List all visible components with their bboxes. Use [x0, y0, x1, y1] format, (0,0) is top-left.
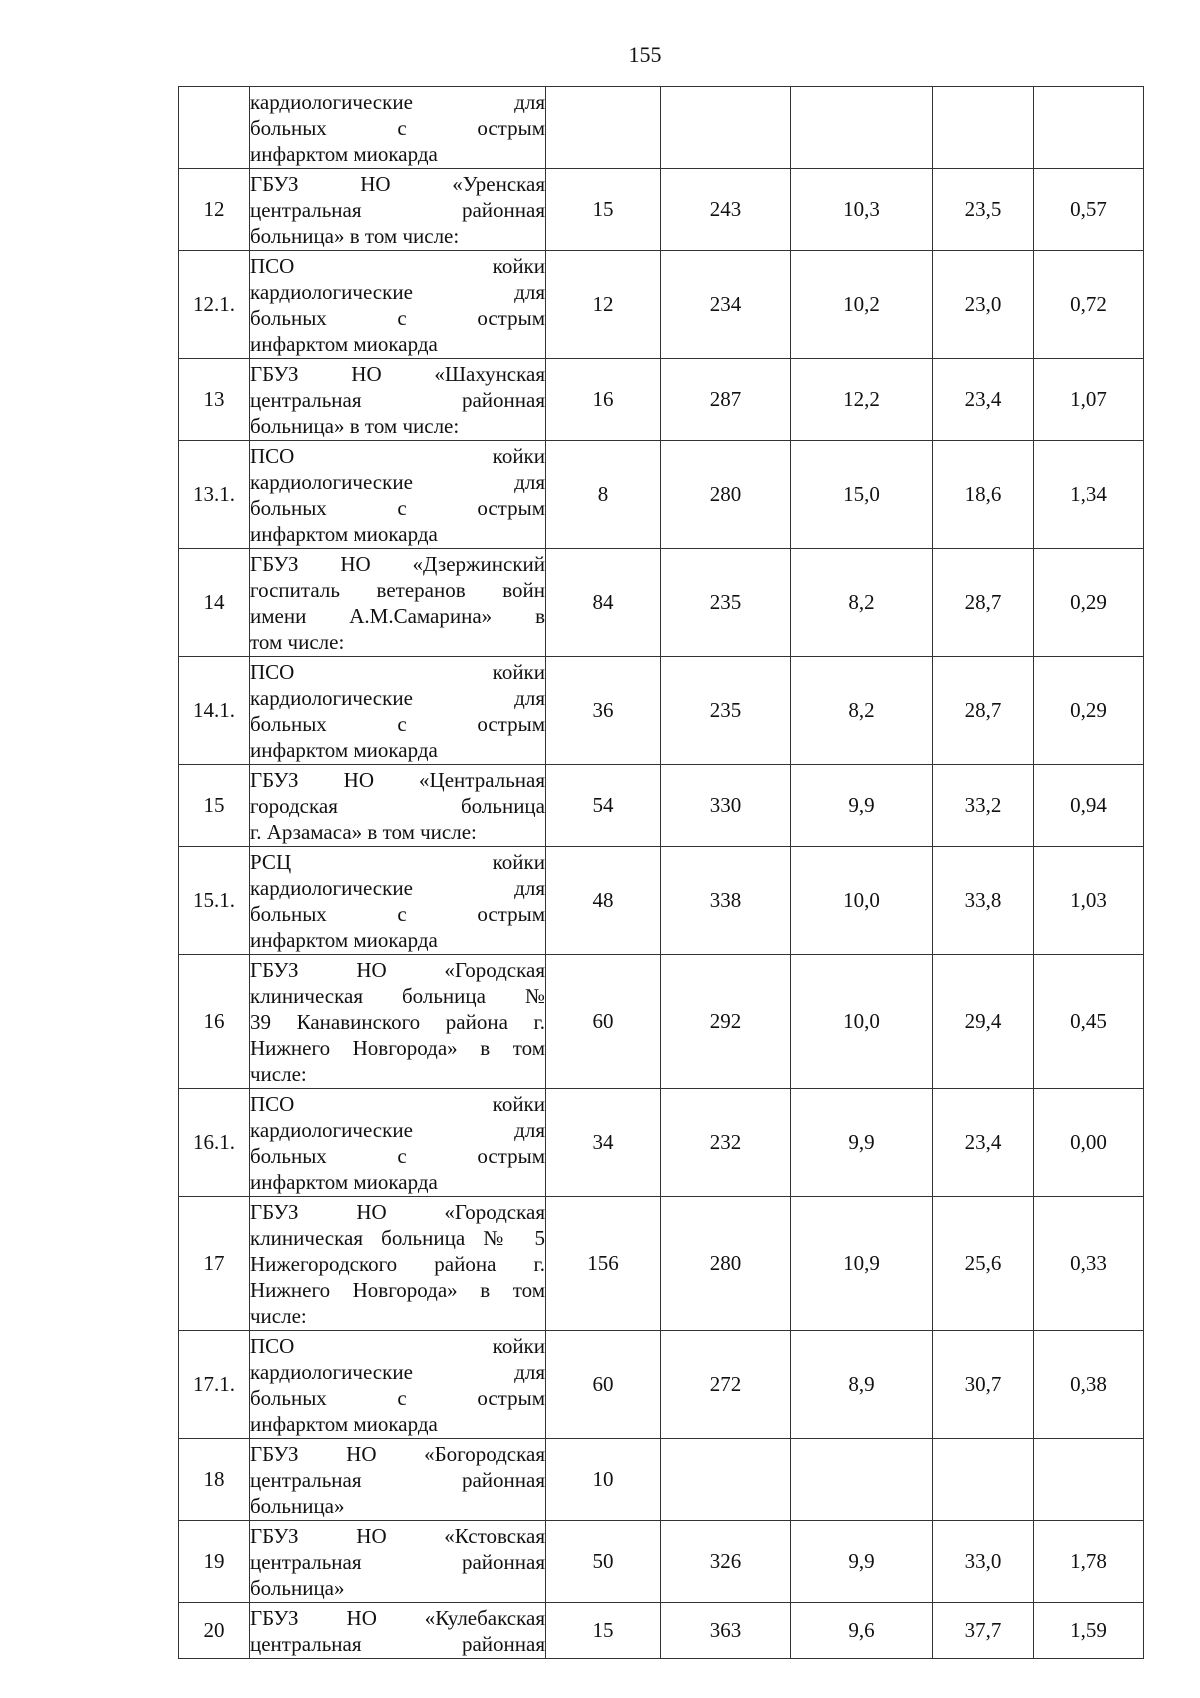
institution-name-line: ПСО койки [250, 1333, 545, 1358]
institution-name-line: инфарктом миокарда [250, 141, 438, 166]
value-cell-c2: 330 [661, 765, 791, 847]
value-cell-c4: 23,4 [933, 359, 1034, 441]
row-number: 15.1. [179, 847, 250, 955]
institution-name-line: г. Арзамаса» в том числе: [250, 819, 477, 844]
value-cell-c4: 28,7 [933, 549, 1034, 657]
institution-name-line: Нижнего Новгорода» в том [250, 1277, 545, 1302]
value-cell-c3: 12,2 [791, 359, 933, 441]
value-cell-c3 [791, 87, 933, 169]
institution-name [250, 549, 546, 657]
value-cell-c5: 0,29 [1034, 549, 1144, 657]
institution-name [250, 87, 546, 169]
institution-name-line: центральная районная [250, 197, 545, 222]
institution-name-line: ГБУЗ НО «Уренская [250, 171, 545, 196]
value-cell-c3: 10,2 [791, 251, 933, 359]
institution-name [250, 359, 546, 441]
value-cell-c1: 15 [546, 1603, 661, 1659]
institution-name-line: центральная районная [250, 1631, 545, 1656]
value-cell-c4: 33,8 [933, 847, 1034, 955]
value-cell-c4 [933, 87, 1034, 169]
institution-name [250, 169, 546, 251]
institution-name-line: больных с острым [250, 711, 545, 736]
institution-name-line: ГБУЗ НО «Богородская [250, 1441, 545, 1466]
row-number: 13.1. [179, 441, 250, 549]
value-cell-c2: 280 [661, 441, 791, 549]
institution-name-line: кардиологические для [250, 1359, 545, 1384]
value-cell-c2: 292 [661, 955, 791, 1089]
institution-name-line: центральная районная [250, 387, 545, 412]
value-cell-c5: 1,78 [1034, 1521, 1144, 1603]
row-number [179, 87, 250, 169]
value-cell-c1: 60 [546, 955, 661, 1089]
institution-name-line: ГБУЗ НО «Городская [250, 1199, 545, 1224]
value-cell-c1: 12 [546, 251, 661, 359]
value-cell-c4: 37,7 [933, 1603, 1034, 1659]
institution-name-line: ПСО койки [250, 443, 545, 468]
institution-name-line: ПСО койки [250, 253, 545, 278]
institution-name-line: ПСО койки [250, 1091, 545, 1116]
value-cell-c2: 232 [661, 1089, 791, 1197]
table-row [179, 1331, 1144, 1439]
institution-name-line: больных с острым [250, 1385, 545, 1410]
institution-name-line: ПСО койки [250, 659, 545, 684]
institution-name [250, 1197, 546, 1331]
institution-name-line: кардиологические для [250, 685, 545, 710]
institution-name-line: больных с острым [250, 495, 545, 520]
row-number: 13 [179, 359, 250, 441]
table-row [179, 955, 1144, 1089]
value-cell-c1: 54 [546, 765, 661, 847]
institution-name-line: 39 Канавинского района г. [250, 1009, 545, 1034]
value-cell-c1: 34 [546, 1089, 661, 1197]
institution-name-line: ГБУЗ НО «Дзержинский [250, 551, 545, 576]
value-cell-c5: 1,59 [1034, 1603, 1144, 1659]
institution-name [250, 657, 546, 765]
table-row [179, 359, 1144, 441]
value-cell-c1: 8 [546, 441, 661, 549]
value-cell-c2: 280 [661, 1197, 791, 1331]
value-cell-c5: 1,34 [1034, 441, 1144, 549]
institution-name [250, 955, 546, 1089]
table-row [179, 1089, 1144, 1197]
institution-name [250, 1089, 546, 1197]
institution-name-line: ГБУЗ НО «Кстовская [250, 1523, 545, 1548]
institution-name-line: больных с острым [250, 305, 545, 330]
institution-name [250, 1331, 546, 1439]
institution-name-line: имени А.М.Самарина» в [250, 603, 545, 628]
value-cell-c2: 272 [661, 1331, 791, 1439]
value-cell-c2: 287 [661, 359, 791, 441]
value-cell-c1: 15 [546, 169, 661, 251]
institution-name-line: ГБУЗ НО «Центральная [250, 767, 545, 792]
value-cell-c3: 10,3 [791, 169, 933, 251]
table-row [179, 549, 1144, 657]
institution-name-line: городская больница [250, 793, 545, 818]
table-row [179, 87, 1144, 169]
value-cell-c5: 0,00 [1034, 1089, 1144, 1197]
row-number: 17.1. [179, 1331, 250, 1439]
value-cell-c3: 10,0 [791, 847, 933, 955]
table-row [179, 441, 1144, 549]
value-cell-c2: 326 [661, 1521, 791, 1603]
institution-name-line: ГБУЗ НО «Городская [250, 957, 545, 982]
institution-name-line: центральная районная [250, 1467, 545, 1492]
value-cell-c5: 1,07 [1034, 359, 1144, 441]
institution-name-line: числе: [250, 1303, 307, 1328]
value-cell-c2: 338 [661, 847, 791, 955]
value-cell-c4: 29,4 [933, 955, 1034, 1089]
value-cell-c4: 23,4 [933, 1089, 1034, 1197]
institution-name-line: кардиологические для [250, 875, 545, 900]
institution-name [250, 251, 546, 359]
value-cell-c5: 0,57 [1034, 169, 1144, 251]
row-number: 12.1. [179, 251, 250, 359]
institution-name-line: больница» [250, 1493, 345, 1518]
value-cell-c5: 0,94 [1034, 765, 1144, 847]
value-cell-c2: 234 [661, 251, 791, 359]
value-cell-c3: 8,2 [791, 657, 933, 765]
table-row [179, 1197, 1144, 1331]
institution-name [250, 765, 546, 847]
value-cell-c3 [791, 1439, 933, 1521]
table-body [179, 87, 1144, 1659]
value-cell-c5: 0,72 [1034, 251, 1144, 359]
institution-name-line: клиническая больница № 5 [250, 1225, 545, 1250]
value-cell-c4: 30,7 [933, 1331, 1034, 1439]
institution-name-line: кардиологические для [250, 279, 545, 304]
table-row [179, 1439, 1144, 1521]
value-cell-c1: 84 [546, 549, 661, 657]
value-cell-c2: 243 [661, 169, 791, 251]
institution-name [250, 847, 546, 955]
value-cell-c4: 28,7 [933, 657, 1034, 765]
institution-name-line: больных с острым [250, 1143, 545, 1168]
table-row [179, 1521, 1144, 1603]
value-cell-c3: 9,9 [791, 1089, 933, 1197]
institution-name-line: инфарктом миокарда [250, 1411, 438, 1436]
row-number: 17 [179, 1197, 250, 1331]
value-cell-c2: 235 [661, 549, 791, 657]
value-cell-c5: 0,38 [1034, 1331, 1144, 1439]
institution-name-line: больница» в том числе: [250, 223, 460, 248]
institution-name [250, 1521, 546, 1603]
value-cell-c1: 60 [546, 1331, 661, 1439]
institution-name [250, 1603, 546, 1659]
institution-name-line: том числе: [250, 629, 345, 654]
institution-name-line: ГБУЗ НО «Кулебакская [250, 1605, 545, 1630]
value-cell-c4 [933, 1439, 1034, 1521]
value-cell-c5 [1034, 87, 1144, 169]
institution-name-line: больница» [250, 1575, 345, 1600]
value-cell-c4: 25,6 [933, 1197, 1034, 1331]
page-number: 155 [628, 42, 662, 67]
table-row [179, 251, 1144, 359]
value-cell-c1 [546, 87, 661, 169]
value-cell-c5: 0,33 [1034, 1197, 1144, 1331]
value-cell-c1: 36 [546, 657, 661, 765]
value-cell-c1: 10 [546, 1439, 661, 1521]
institution-name-line: кардиологические для [250, 89, 545, 114]
institution-name-line: госпиталь ветеранов войн [250, 577, 545, 602]
institution-name-line: Нижнего Новгорода» в том [250, 1035, 545, 1060]
institution-name-line: кардиологические для [250, 469, 545, 494]
value-cell-c1: 156 [546, 1197, 661, 1331]
row-number: 16.1. [179, 1089, 250, 1197]
row-number: 14.1. [179, 657, 250, 765]
institution-name-line: инфарктом миокарда [250, 927, 438, 952]
institution-name-line: инфарктом миокарда [250, 521, 438, 546]
table-row [179, 765, 1144, 847]
row-number: 16 [179, 955, 250, 1089]
institution-name [250, 1439, 546, 1521]
institution-name-line: Нижегородского района г. [250, 1251, 545, 1276]
institution-name-line: центральная районная [250, 1549, 545, 1574]
row-number: 20 [179, 1603, 250, 1659]
institution-name-line: числе: [250, 1061, 307, 1086]
table-row [179, 847, 1144, 955]
table-row [179, 1603, 1144, 1659]
value-cell-c1: 16 [546, 359, 661, 441]
value-cell-c5 [1034, 1439, 1144, 1521]
value-cell-c3: 9,9 [791, 765, 933, 847]
institution-name-line: больных с острым [250, 115, 545, 140]
value-cell-c3: 8,9 [791, 1331, 933, 1439]
value-cell-c4: 23,5 [933, 169, 1034, 251]
row-number: 19 [179, 1521, 250, 1603]
value-cell-c4: 18,6 [933, 441, 1034, 549]
value-cell-c3: 9,6 [791, 1603, 933, 1659]
value-cell-c5: 1,03 [1034, 847, 1144, 955]
value-cell-c4: 33,0 [933, 1521, 1034, 1603]
hospital-beds-table [178, 86, 1144, 1659]
table-row [179, 169, 1144, 251]
value-cell-c5: 0,45 [1034, 955, 1144, 1089]
value-cell-c1: 48 [546, 847, 661, 955]
institution-name-line: инфарктом миокарда [250, 331, 438, 356]
institution-name [250, 441, 546, 549]
institution-name-line: клиническая больница № [250, 983, 545, 1008]
value-cell-c5: 0,29 [1034, 657, 1144, 765]
institution-name-line: инфарктом миокарда [250, 1169, 438, 1194]
value-cell-c2: 363 [661, 1603, 791, 1659]
row-number: 12 [179, 169, 250, 251]
institution-name-line: больных с острым [250, 901, 545, 926]
value-cell-c3: 10,0 [791, 955, 933, 1089]
value-cell-c3: 15,0 [791, 441, 933, 549]
table-row [179, 657, 1144, 765]
value-cell-c2 [661, 1439, 791, 1521]
institution-name-line: РСЦ койки [250, 849, 545, 874]
value-cell-c3: 8,2 [791, 549, 933, 657]
row-number: 15 [179, 765, 250, 847]
value-cell-c2 [661, 87, 791, 169]
value-cell-c4: 33,2 [933, 765, 1034, 847]
institution-name-line: кардиологические для [250, 1117, 545, 1142]
institution-name-line: больница» в том числе: [250, 413, 460, 438]
value-cell-c3: 9,9 [791, 1521, 933, 1603]
institution-name-line: ГБУЗ НО «Шахунская [250, 361, 545, 386]
value-cell-c2: 235 [661, 657, 791, 765]
value-cell-c4: 23,0 [933, 251, 1034, 359]
value-cell-c3: 10,9 [791, 1197, 933, 1331]
value-cell-c1: 50 [546, 1521, 661, 1603]
institution-name-line: инфарктом миокарда [250, 737, 438, 762]
row-number: 14 [179, 549, 250, 657]
row-number: 18 [179, 1439, 250, 1521]
